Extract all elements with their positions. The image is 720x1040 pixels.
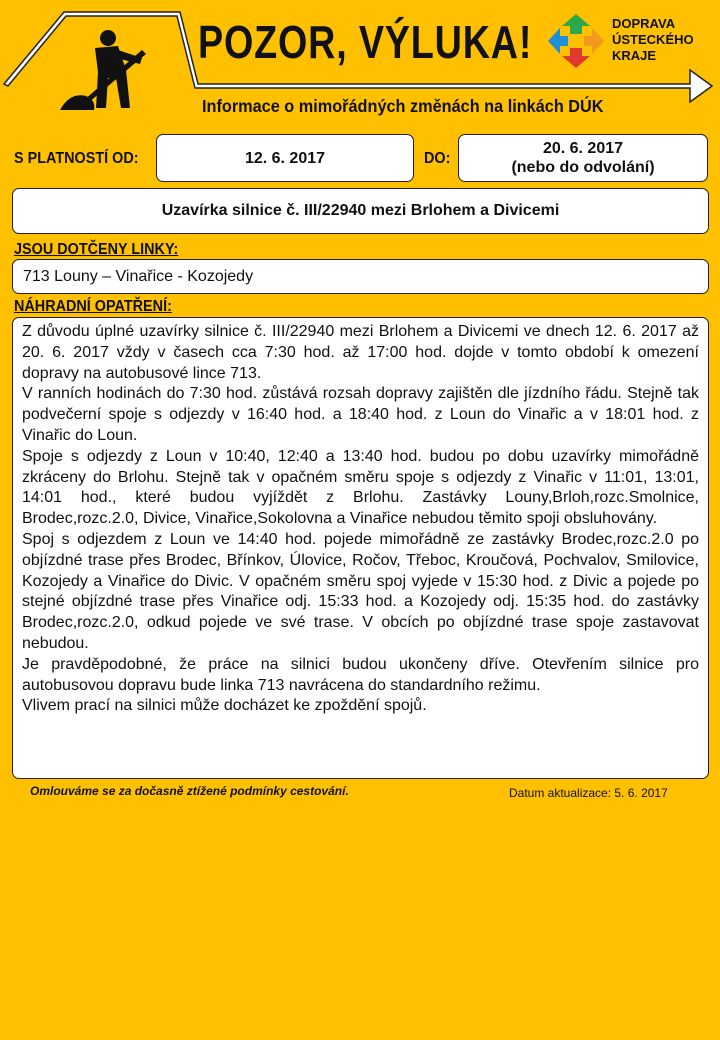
measures-paragraph: Vlivem prací na silnici může docházet ke zpoždění spojů. [22,697,427,715]
apology-note: Omlouváme se za dočasně ztížené podmínky cestování. [30,784,349,798]
measures-paragraph: V ranních hodinách do 7:30 hod. zůstává rozsah dopravy zajištěn dle jízdního řádu. Stejně tak podvečerní spoje s odjezdy v 16:40 hod. a 18:40 hod. z Loun do Vinařic a v 18:01 hod. z Vinařic do Loun. [22,385,699,444]
affected-lines-value: 713 Louny – Vinařice - Kozojedy [23,267,254,285]
valid-from-label: S PLATNOSTÍ OD: [14,150,139,167]
page-subtitle: Informace o mimořádných změnách na linkách DÚK [202,96,604,116]
duk-logo-icon [546,12,606,70]
affected-lines-label: JSOU DOTČENY LINKY: [14,241,179,258]
page-title: POZOR, VÝLUKA! [198,16,533,68]
measures-paragraph: Spoj s odjezdem z Loun ve 14:40 hod. pojede mimořádně ze zastávky Brodec,rozc.2.0 po objízdné trase přes Brodec, Břínkov, Úlovice, Ročov, Třeboc, Kroučová, Pochvalov, Smilovice, Kozojedy a Vinařice do Divic. V opačném směru spoj vyjede v 15:30 hod. z Divic a pojede po stejné objízdné trase přes Vinařice odj. 15:33 hod. a Kozojedy odj. 15:35 hod. do zastávky Brodec,rozc.2.0, odkud pojede ve své trase. V obcích po objízdné trase spoje zastavovat nebudou. [22,530,699,652]
measures-paragraph: Spoje s odjezdy z Loun v 10:40, 12:40 a 13:40 hod. budou po dobu uzavírky mimořádně zkráceny do Brlohu. Stejně tak v opačném směru spoje s odjezdy z Vinařic v 11:01, 13:01, 14:01 hod., které budou vyjíždět z Brlohu. Zastávky Louny,Brloh,rozc.Smolnice, Brodec,rozc.2.0, Divice, Vinařice,Sokolovna a Vinařice nebudou těmito spoji obsluhovány. [22,447,699,528]
measures-paragraph: Je pravděpodobné, že práce na silnici budou ukončeny dříve. Otevřením silnice pro autobusovou dopravu bude linka 713 navrácena do standardního režimu. [22,655,699,694]
valid-to-box [458,134,708,182]
update-date: Datum aktualizace: 5. 6. 2017 [509,786,668,800]
valid-from-box [156,134,414,182]
measures-paragraph: Z důvodu úplné uzavírky silnice č. III/22940 mezi Brlohem a Divicemi ve dnech 12. 6. 2017 až 20. 6. 2017 vždy v časech cca 7:30 hod. až 17:00 hod. dojde v tomto období k omezení dopravy na autobusové lince 713. [22,323,699,382]
valid-to-note: (nebo do odvolání) [511,159,655,176]
valid-to-label: DO: [424,150,451,167]
duk-logo-text: DOPRAVA ÚSTECKÉHO KRAJE [612,16,694,63]
road-worker-icon [60,30,146,110]
measures-label: NÁHRADNÍ OPATŘENÍ: [14,298,172,315]
valid-to-date: 20. 6. 2017 [542,140,624,157]
valid-from-date: 12. 6. 2017 [244,149,326,167]
affected-lines-box [12,259,709,294]
notice-title: Uzavírka silnice č. III/22940 mezi Brlohem a Divicemi [12,188,709,234]
measures-box [12,317,709,779]
